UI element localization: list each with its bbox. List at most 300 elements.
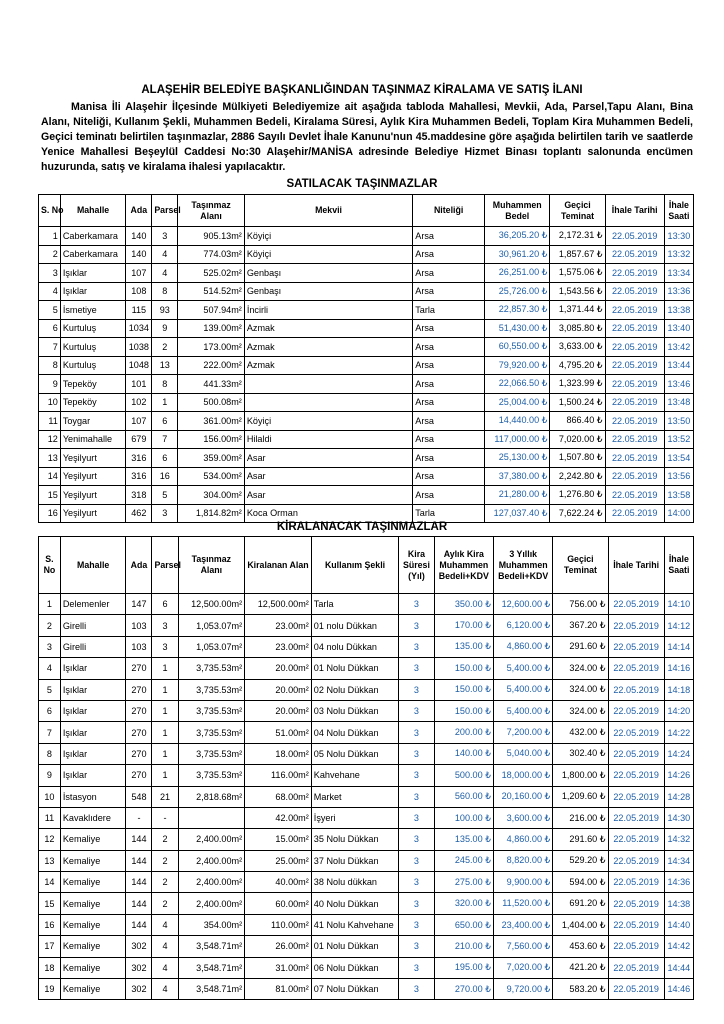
sure-cell: 3: [399, 594, 434, 615]
bedel-cell: 36,205.20 ₺: [484, 227, 550, 246]
saat-cell: 13:52: [664, 430, 693, 449]
nitelik-cell: Arsa: [413, 264, 485, 283]
teminat-cell: 291.60 ₺: [553, 636, 608, 657]
ada-cell: 316: [126, 467, 152, 486]
ada-cell: 144: [126, 829, 152, 850]
row-no: 10: [39, 786, 61, 807]
mahalle-cell: Işıklar: [60, 264, 126, 283]
mahalle-cell: İsmetiye: [60, 301, 126, 320]
sure-cell: 3: [399, 893, 434, 914]
tarih-cell: 22.05.2019: [605, 430, 664, 449]
col-header-alan: Taşınmaz Alanı: [178, 195, 245, 227]
ada-cell: 270: [126, 679, 152, 700]
kiralanan-cell: 23.00m²: [245, 636, 312, 657]
row-no: 18: [39, 957, 61, 978]
saat-cell: 13:36: [664, 282, 693, 301]
teminat-cell: 421.20 ₺: [553, 957, 608, 978]
sure-cell: 3: [399, 936, 434, 957]
alan-cell: 12,500.00m²: [178, 594, 245, 615]
alan-cell: 2,400.00m²: [178, 850, 245, 871]
row-no: 8: [39, 743, 61, 764]
parsel-cell: 1: [152, 679, 178, 700]
tarih-cell: 22.05.2019: [605, 301, 664, 320]
row-no: 12: [39, 829, 61, 850]
mevkii-cell: Köyiçi: [244, 227, 412, 246]
col-header-alan: Taşınmaz Alanı: [178, 537, 245, 594]
row-no: 16: [39, 914, 61, 935]
table-row: [39, 914, 694, 935]
mahalle-cell: Caberkamara: [60, 227, 126, 246]
kullanim-cell: 04 Nolu Dükkan: [311, 722, 398, 743]
mahalle-cell: Kemaliye: [60, 979, 126, 1000]
yillik-cell: 4,860.00 ₺: [494, 636, 553, 657]
yillik-cell: 7,560.00 ₺: [494, 936, 553, 957]
mahalle-cell: Yeşilyurt: [60, 467, 126, 486]
mevkii-cell: Azmak: [244, 356, 412, 375]
sale-section-title: SATILACAK TAŞINMAZLAR: [286, 178, 438, 190]
kiralanan-cell: 26.00m²: [245, 936, 312, 957]
tarih-cell: 22.05.2019: [605, 282, 664, 301]
table-row: [39, 430, 694, 449]
mahalle-cell: İstasyon: [60, 786, 126, 807]
parsel-cell: 1: [152, 722, 178, 743]
col-header-ada: Ada: [126, 195, 152, 227]
alan-cell: 354.00m²: [178, 914, 245, 935]
teminat-cell: 367.20 ₺: [553, 615, 608, 636]
table-row: [39, 449, 694, 468]
ada-cell: 316: [126, 449, 152, 468]
tarih-cell: 22.05.2019: [608, 829, 664, 850]
ada-cell: 115: [126, 301, 152, 320]
teminat-cell: 1,507.80 ₺: [550, 449, 605, 468]
table-row: [39, 872, 694, 893]
alan-cell: [178, 807, 245, 828]
row-no: 13: [39, 449, 61, 468]
col-header-saat: İhale Saati: [664, 195, 693, 227]
kullanim-cell: 01 Nolu Dükkan: [311, 936, 398, 957]
row-no: 12: [39, 430, 61, 449]
saat-cell: 14:44: [664, 957, 693, 978]
saat-cell: 13:50: [664, 412, 693, 431]
saat-cell: 14:34: [664, 850, 693, 871]
col-header-kiralanan: Kiralanan Alan: [245, 537, 312, 594]
mahalle-cell: Caberkamara: [60, 245, 126, 264]
alan-cell: 3,548.71m²: [178, 957, 245, 978]
tarih-cell: 22.05.2019: [608, 850, 664, 871]
teminat-cell: 1,500.24 ₺: [550, 393, 605, 412]
kullanim-cell: 37 Nolu Dükkan: [311, 850, 398, 871]
bedel-cell: 22,066.50 ₺: [484, 375, 550, 394]
kiralanan-cell: 116.00m²: [245, 765, 312, 786]
tarih-cell: 22.05.2019: [608, 700, 664, 721]
saat-cell: 13:56: [664, 467, 693, 486]
alan-cell: 3,735.53m²: [178, 658, 245, 679]
mahalle-cell: Kemaliye: [60, 936, 126, 957]
teminat-cell: 866.40 ₺: [550, 412, 605, 431]
yillik-cell: 4,860.00 ₺: [494, 829, 553, 850]
teminat-cell: 1,404.00 ₺: [553, 914, 608, 935]
mahalle-cell: Kemaliye: [60, 957, 126, 978]
yillik-cell: 9,720.00 ₺: [494, 979, 553, 1000]
table-row: [39, 615, 694, 636]
sure-cell: 3: [399, 700, 434, 721]
row-no: 15: [39, 893, 61, 914]
ada-cell: 144: [126, 914, 152, 935]
tarih-cell: 22.05.2019: [605, 375, 664, 394]
kiralanan-cell: 23.00m²: [245, 615, 312, 636]
ada-cell: 270: [126, 765, 152, 786]
mevkii-cell: Asar: [244, 449, 412, 468]
col-header-kullanim: Kullanım Şekli: [311, 537, 398, 594]
mahalle-cell: Işıklar: [60, 658, 126, 679]
table-row: [39, 264, 694, 283]
parsel-cell: 21: [152, 786, 178, 807]
ada-cell: 548: [126, 786, 152, 807]
teminat-cell: 1,857.67 ₺: [550, 245, 605, 264]
saat-cell: 14:16: [664, 658, 693, 679]
parsel-cell: 3: [152, 636, 178, 657]
yillik-cell: 11,520.00 ₺: [494, 893, 553, 914]
table-row: [39, 375, 694, 394]
col-header-yillik: 3 Yıllık Muhammen Bedeli+KDV: [494, 537, 553, 594]
parsel-cell: 8: [152, 282, 178, 301]
ada-cell: 108: [126, 282, 152, 301]
col-header-saat: İhale Saati: [664, 537, 693, 594]
yillik-cell: 12,600.00 ₺: [494, 594, 553, 615]
saat-cell: 13:38: [664, 301, 693, 320]
aylik-cell: 210.00 ₺: [434, 936, 493, 957]
parsel-cell: 2: [152, 872, 178, 893]
teminat-cell: 7,622.24 ₺: [550, 504, 605, 523]
ada-cell: 107: [126, 264, 152, 283]
col-header-teminat: Geçici Teminat: [550, 195, 605, 227]
alan-cell: 2,818.68m²: [178, 786, 245, 807]
kullanim-cell: Market: [311, 786, 398, 807]
row-no: 4: [39, 282, 61, 301]
table-row: [39, 282, 694, 301]
tarih-cell: 22.05.2019: [605, 245, 664, 264]
yillik-cell: 5,040.00 ₺: [494, 743, 553, 764]
ada-cell: 302: [126, 957, 152, 978]
ada-cell: 1038: [126, 338, 152, 357]
tarih-cell: 22.05.2019: [605, 338, 664, 357]
yillik-cell: 20,160.00 ₺: [494, 786, 553, 807]
alan-cell: 2,400.00m²: [178, 829, 245, 850]
rent-table: [38, 536, 694, 1000]
table-row: [39, 245, 694, 264]
saat-cell: 14:28: [664, 786, 693, 807]
nitelik-cell: Arsa: [413, 338, 485, 357]
kiralanan-cell: 25.00m²: [245, 850, 312, 871]
mahalle-cell: Işıklar: [60, 743, 126, 764]
parsel-cell: 6: [152, 449, 178, 468]
yillik-cell: 5,400.00 ₺: [494, 700, 553, 721]
saat-cell: 14:20: [664, 700, 693, 721]
ada-cell: 101: [126, 375, 152, 394]
kullanim-cell: Kahvehane: [311, 765, 398, 786]
sure-cell: 3: [399, 829, 434, 850]
row-no: 16: [39, 504, 61, 523]
saat-cell: 14:12: [664, 615, 693, 636]
sure-cell: 3: [399, 957, 434, 978]
row-no: 13: [39, 850, 61, 871]
saat-cell: 13:58: [664, 486, 693, 505]
rent-section-title: KİRALANACAK TAŞINMAZLAR: [276, 521, 448, 533]
alan-cell: 3,735.53m²: [178, 700, 245, 721]
col-header-teminat: Geçici Teminat: [553, 537, 608, 594]
parsel-cell: 4: [152, 979, 178, 1000]
tarih-cell: 22.05.2019: [608, 636, 664, 657]
tarih-cell: 22.05.2019: [605, 467, 664, 486]
alan-cell: 2,400.00m²: [178, 872, 245, 893]
saat-cell: 14:22: [664, 722, 693, 743]
table-row: [39, 700, 694, 721]
alan-cell: 3,548.71m²: [178, 936, 245, 957]
table-row: [39, 679, 694, 700]
tarih-cell: 22.05.2019: [608, 786, 664, 807]
saat-cell: 14:46: [664, 979, 693, 1000]
yillik-cell: 7,020.00 ₺: [494, 957, 553, 978]
teminat-cell: 4,795.20 ₺: [550, 356, 605, 375]
mahalle-cell: Kemaliye: [60, 914, 126, 935]
yillik-cell: 6,120.00 ₺: [494, 615, 553, 636]
kullanim-cell: 41 Nolu Kahvehane: [311, 914, 398, 935]
mahalle-cell: Yenimahalle: [60, 430, 126, 449]
kiralanan-cell: 68.00m²: [245, 786, 312, 807]
kiralanan-cell: 31.00m²: [245, 957, 312, 978]
mevkii-cell: Asar: [244, 467, 412, 486]
saat-cell: 13:46: [664, 375, 693, 394]
kullanim-cell: 07 Nolu Dükkan: [311, 979, 398, 1000]
nitelik-cell: Arsa: [413, 227, 485, 246]
aylik-cell: 350.00 ₺: [434, 594, 493, 615]
col-header-sure: Kira Süresi (Yıl): [399, 537, 434, 594]
sure-cell: 3: [399, 615, 434, 636]
alan-cell: 3,735.53m²: [178, 679, 245, 700]
yillik-cell: 5,400.00 ₺: [494, 658, 553, 679]
col-header-tarih: İhale Tarihi: [605, 195, 664, 227]
parsel-cell: 1: [152, 700, 178, 721]
page-title: ALAŞEHİR BELEDİYE BAŞKANLIĞINDAN TAŞINMAZ KİRALAMA VE SATIŞ İLANI: [141, 84, 583, 96]
teminat-cell: 324.00 ₺: [553, 658, 608, 679]
row-no: 2: [39, 245, 61, 264]
tarih-cell: 22.05.2019: [605, 227, 664, 246]
row-no: 1: [39, 227, 61, 246]
saat-cell: 13:48: [664, 393, 693, 412]
parsel-cell: 93: [152, 301, 178, 320]
kullanim-cell: 35 Nolu Dükkan: [311, 829, 398, 850]
nitelik-cell: Arsa: [413, 412, 485, 431]
parsel-cell: 1: [152, 658, 178, 679]
sure-cell: 3: [399, 979, 434, 1000]
col-header-mahalle: Mahalle: [60, 537, 126, 594]
saat-cell: 13:34: [664, 264, 693, 283]
nitelik-cell: Arsa: [413, 449, 485, 468]
saat-cell: 14:36: [664, 872, 693, 893]
table-row: [39, 829, 694, 850]
row-no: 7: [39, 722, 61, 743]
table-row: [39, 957, 694, 978]
parsel-cell: 5: [152, 486, 178, 505]
table-row: [39, 504, 694, 523]
table-row: [39, 743, 694, 764]
parsel-cell: 9: [152, 319, 178, 338]
alan-cell: 3,735.53m²: [178, 765, 245, 786]
kiralanan-cell: 51.00m²: [245, 722, 312, 743]
alan-cell: 156.00m²: [178, 430, 245, 449]
saat-cell: 14:24: [664, 743, 693, 764]
col-header-aylik: Aylık Kira Muhammen Bedeli+KDV: [434, 537, 493, 594]
bedel-cell: 14,440.00 ₺: [484, 412, 550, 431]
tarih-cell: 22.05.2019: [608, 615, 664, 636]
sure-cell: 3: [399, 636, 434, 657]
kullanim-cell: 40 Nolu Dükkan: [311, 893, 398, 914]
alan-cell: 525.02m²: [178, 264, 245, 283]
teminat-cell: 7,020.00 ₺: [550, 430, 605, 449]
alan-cell: 304.00m²: [178, 486, 245, 505]
mahalle-cell: Kurtuluş: [60, 338, 126, 357]
teminat-cell: 2,172.31 ₺: [550, 227, 605, 246]
table-row: [39, 850, 694, 871]
row-no: 7: [39, 338, 61, 357]
yillik-cell: 5,400.00 ₺: [494, 679, 553, 700]
mahalle-cell: Işıklar: [60, 700, 126, 721]
teminat-cell: 3,633.00 ₺: [550, 338, 605, 357]
saat-cell: 13:54: [664, 449, 693, 468]
alan-cell: 507.94m²: [178, 301, 245, 320]
tarih-cell: 22.05.2019: [608, 914, 664, 935]
sale-table: [38, 194, 694, 523]
sure-cell: 3: [399, 743, 434, 764]
row-no: 3: [39, 636, 61, 657]
parsel-cell: 3: [152, 227, 178, 246]
row-no: 5: [39, 679, 61, 700]
teminat-cell: 594.00 ₺: [553, 872, 608, 893]
parsel-cell: 6: [152, 412, 178, 431]
kullanim-cell: 02 Nolu Dükkan: [311, 679, 398, 700]
kullanim-cell: 04 nolu Dükkan: [311, 636, 398, 657]
ada-cell: 103: [126, 636, 152, 657]
alan-cell: 359.00m²: [178, 449, 245, 468]
bedel-cell: 25,004.00 ₺: [484, 393, 550, 412]
parsel-cell: 2: [152, 893, 178, 914]
saat-cell: 13:42: [664, 338, 693, 357]
col-header-no: S. No: [39, 537, 61, 594]
teminat-cell: 453.60 ₺: [553, 936, 608, 957]
row-no: 10: [39, 393, 61, 412]
saat-cell: 14:00: [664, 504, 693, 523]
aylik-cell: 245.00 ₺: [434, 850, 493, 871]
alan-cell: 441.33m²: [178, 375, 245, 394]
sure-cell: 3: [399, 658, 434, 679]
teminat-cell: 529.20 ₺: [553, 850, 608, 871]
alan-cell: 500.08m²: [178, 393, 245, 412]
kullanim-cell: 06 Nolu Dükkan: [311, 957, 398, 978]
alan-cell: 3,548.71m²: [178, 979, 245, 1000]
row-no: 17: [39, 936, 61, 957]
teminat-cell: 1,323.99 ₺: [550, 375, 605, 394]
alan-cell: 2,400.00m²: [178, 893, 245, 914]
mahalle-cell: Toygar: [60, 412, 126, 431]
tarih-cell: 22.05.2019: [608, 658, 664, 679]
alan-cell: 3,735.53m²: [178, 743, 245, 764]
aylik-cell: 320.00 ₺: [434, 893, 493, 914]
kiralanan-cell: 15.00m²: [245, 829, 312, 850]
ada-cell: 302: [126, 936, 152, 957]
mahalle-cell: Kemaliye: [60, 872, 126, 893]
sure-cell: 3: [399, 807, 434, 828]
sure-cell: 3: [399, 765, 434, 786]
table-row: [39, 636, 694, 657]
bedel-cell: 79,920.00 ₺: [484, 356, 550, 375]
col-header-ada: Ada: [126, 537, 152, 594]
teminat-cell: 1,800.00 ₺: [553, 765, 608, 786]
kiralanan-cell: 60.00m²: [245, 893, 312, 914]
row-no: 6: [39, 700, 61, 721]
aylik-cell: 195.00 ₺: [434, 957, 493, 978]
row-no: 9: [39, 765, 61, 786]
teminat-cell: 691.20 ₺: [553, 893, 608, 914]
alan-cell: 173.00m²: [178, 338, 245, 357]
table-row: [39, 486, 694, 505]
alan-cell: 514.52m²: [178, 282, 245, 301]
col-header-no: S. No: [39, 195, 61, 227]
bedel-cell: 22,857.30 ₺: [484, 301, 550, 320]
tarih-cell: 22.05.2019: [608, 743, 664, 764]
tarih-cell: 22.05.2019: [605, 412, 664, 431]
table-row: [39, 319, 694, 338]
sure-cell: 3: [399, 679, 434, 700]
ada-cell: 270: [126, 658, 152, 679]
table-row: [39, 893, 694, 914]
alan-cell: 905.13m²: [178, 227, 245, 246]
tarih-cell: 22.05.2019: [605, 504, 664, 523]
parsel-cell: 1: [152, 393, 178, 412]
mevkii-cell: [244, 375, 412, 394]
table-row: [39, 356, 694, 375]
saat-cell: 14:14: [664, 636, 693, 657]
mahalle-cell: Yeşilyurt: [60, 449, 126, 468]
mevkii-cell: Azmak: [244, 338, 412, 357]
aylik-cell: 560.00 ₺: [434, 786, 493, 807]
tarih-cell: 22.05.2019: [608, 936, 664, 957]
col-header-parsel: Parsel: [152, 195, 178, 227]
saat-cell: 13:44: [664, 356, 693, 375]
table-row: [39, 594, 694, 615]
mahalle-cell: Delemenler: [60, 594, 126, 615]
ada-cell: 140: [126, 245, 152, 264]
kiralanan-cell: 18.00m²: [245, 743, 312, 764]
teminat-cell: 324.00 ₺: [553, 679, 608, 700]
row-no: 3: [39, 264, 61, 283]
tarih-cell: 22.05.2019: [605, 449, 664, 468]
mevkii-cell: Azmak: [244, 319, 412, 338]
nitelik-cell: Arsa: [413, 486, 485, 505]
teminat-cell: 2,242.80 ₺: [550, 467, 605, 486]
ada-cell: 102: [126, 393, 152, 412]
col-header-parsel: Parsel: [152, 537, 178, 594]
mevkii-cell: İncirli: [244, 301, 412, 320]
kullanim-cell: İşyeri: [311, 807, 398, 828]
parsel-cell: 7: [152, 430, 178, 449]
saat-cell: 13:32: [664, 245, 693, 264]
parsel-cell: 1: [152, 743, 178, 764]
kullanim-cell: 01 nolu Dükkan: [311, 615, 398, 636]
yillik-cell: 7,200.00 ₺: [494, 722, 553, 743]
kiralanan-cell: 110.00m²: [245, 914, 312, 935]
kiralanan-cell: 12,500.00m²: [245, 594, 312, 615]
alan-cell: 1,814.82m²: [178, 504, 245, 523]
